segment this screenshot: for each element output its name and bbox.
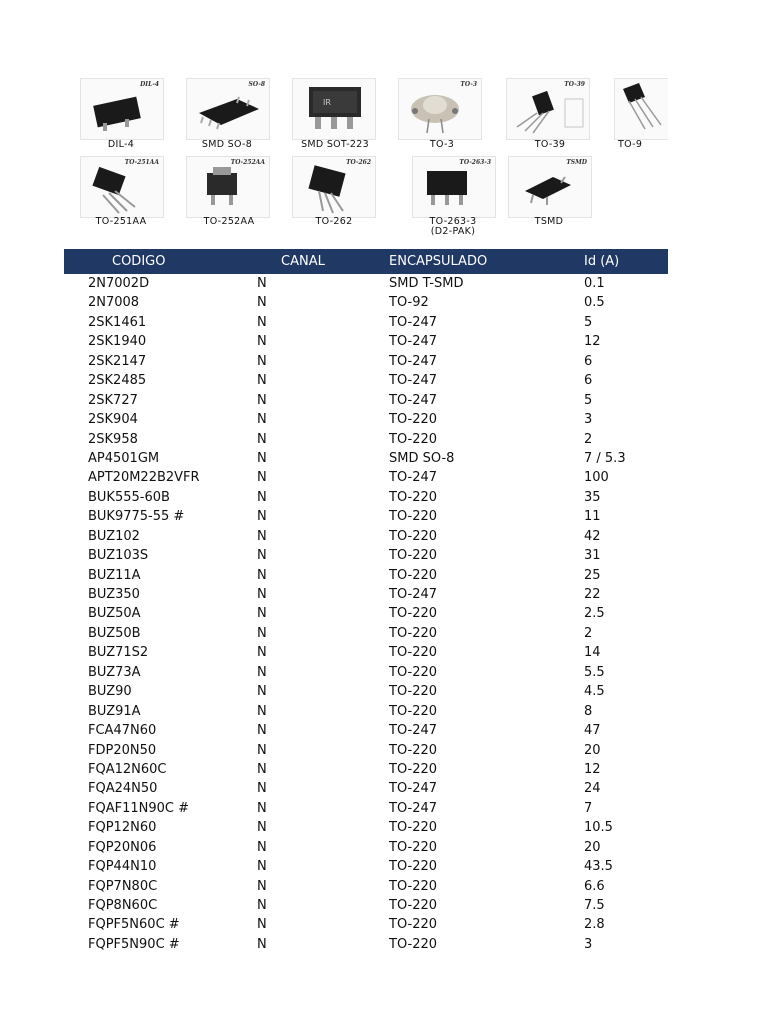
cell-id: 22 [584, 587, 601, 602]
cell-codigo: BUZ73A [88, 664, 141, 680]
table-row [0, 721, 768, 740]
cell-canal: N [257, 276, 267, 291]
table-row [0, 877, 768, 896]
header-codigo: CODIGO [112, 254, 166, 269]
table-row [0, 779, 768, 798]
cell-id: 10.5 [584, 820, 613, 836]
table-row [0, 838, 768, 857]
package-label-to263-sub: (D2-PAK) [430, 226, 476, 237]
package-tag: TO-3 [460, 81, 477, 88]
cell-codigo: FQAF11N90C # [88, 800, 189, 816]
package-tag: TO-252AA [230, 159, 265, 166]
cell-canal: N [257, 334, 267, 350]
cell-canal: N [257, 917, 267, 933]
package-images-strip [78, 76, 668, 241]
to263-package-icon [412, 156, 496, 218]
package-tag: DIL-4 [140, 81, 159, 88]
package-label-to251aa: TO-251AA [95, 216, 147, 227]
cell-id: 2 [584, 431, 593, 447]
cell-id: 24 [584, 781, 601, 797]
cell-canal: N [257, 548, 267, 564]
cell-encapsulado: SMD T-SMD [389, 276, 464, 291]
cell-canal: N [257, 606, 267, 622]
table-row [0, 293, 768, 312]
cell-canal: N [257, 528, 267, 544]
cell-id: 31 [584, 548, 601, 564]
cell-canal: N [257, 820, 267, 836]
table-row [0, 702, 768, 721]
cell-canal: N [257, 898, 267, 913]
cell-codigo: 2SK2147 [88, 353, 147, 369]
table-row [0, 449, 768, 468]
cell-id: 3 [584, 412, 593, 428]
cell-encapsulado: TO-220 [389, 742, 438, 758]
cell-encapsulado: TO-220 [389, 684, 438, 700]
cell-encapsulado: TO-220 [389, 567, 438, 583]
cell-id: 43.5 [584, 859, 613, 875]
cell-encapsulado: TO-247 [389, 723, 438, 739]
cell-canal: N [257, 839, 267, 855]
cell-id: 0.1 [584, 276, 605, 291]
package-tag: TSMD [566, 159, 587, 166]
table-row [0, 410, 768, 429]
cell-codigo: BUZ350 [88, 587, 140, 602]
package-label-to39: TO-39 [534, 139, 566, 150]
cell-canal: N [257, 936, 267, 952]
cell-codigo: 2N7008 [88, 295, 140, 311]
cell-codigo: 2SK2485 [88, 373, 147, 389]
table-row [0, 585, 768, 604]
cell-codigo: 2SK727 [88, 392, 138, 408]
cell-canal: N [257, 800, 267, 816]
cell-canal: N [257, 450, 267, 466]
cell-codigo: FQP8N60C [88, 898, 158, 913]
package-tag: TO-263-3 [459, 159, 491, 166]
table-row [0, 643, 768, 662]
package-label-so8: SMD SO-8 [201, 139, 253, 150]
cell-encapsulado: TO-220 [389, 664, 438, 680]
cell-canal: N [257, 664, 267, 680]
cell-canal: N [257, 392, 267, 408]
svg-text:IR: IR [323, 98, 331, 107]
package-label-tsmd: TSMD [534, 216, 564, 227]
cell-encapsulado: TO-220 [389, 489, 438, 505]
cell-id: 3 [584, 936, 593, 952]
header-encapsulado: ENCAPSULADO [389, 254, 488, 269]
cell-id: 12 [584, 761, 601, 777]
cell-canal: N [257, 314, 267, 330]
cell-encapsulado: TO-220 [389, 606, 438, 622]
cell-encapsulado: TO-220 [389, 917, 438, 933]
so8-package-icon [186, 78, 270, 140]
cell-id: 2.8 [584, 917, 605, 933]
cell-id: 8 [584, 703, 593, 719]
table-header [64, 249, 668, 274]
table-row [0, 391, 768, 410]
to262-package-icon [292, 156, 376, 218]
cell-canal: N [257, 373, 267, 389]
cell-canal: N [257, 431, 267, 447]
cell-id: 11 [584, 509, 601, 525]
cell-codigo: BUZ11A [88, 567, 141, 583]
cell-encapsulado: TO-220 [389, 625, 438, 641]
header-id: Id (A) [584, 254, 620, 269]
cell-encapsulado: TO-220 [389, 898, 438, 913]
to39-package-icon [506, 78, 590, 140]
cell-id: 2 [584, 625, 593, 641]
cell-canal: N [257, 489, 267, 505]
table-row [0, 604, 768, 623]
table-row [0, 915, 768, 934]
to251aa-package-icon [80, 156, 164, 218]
cell-codigo: BUZ103S [88, 548, 149, 564]
table-row [0, 546, 768, 565]
cell-canal: N [257, 742, 267, 758]
cell-id: 5.5 [584, 664, 605, 680]
table-row [0, 760, 768, 779]
package-label-sot223: SMD SOT-223 [301, 139, 369, 150]
cell-encapsulado: TO-220 [389, 820, 438, 836]
cell-encapsulado: TO-247 [389, 587, 438, 602]
package-label-dil4: DIL-4 [107, 139, 135, 150]
cell-id: 7 / 5.3 [584, 450, 626, 466]
cell-canal: N [257, 567, 267, 583]
cell-id: 2.5 [584, 606, 605, 622]
cell-canal: N [257, 353, 267, 369]
cell-id: 12 [584, 334, 601, 350]
cell-id: 20 [584, 742, 601, 758]
cell-id: 6 [584, 373, 593, 389]
cell-encapsulado: TO-247 [389, 314, 438, 330]
package-label-to263: TO-263-3 [429, 216, 477, 227]
table-row [0, 488, 768, 507]
cell-encapsulado: TO-220 [389, 859, 438, 875]
cell-canal: N [257, 703, 267, 719]
cell-codigo: 2SK1461 [88, 314, 147, 330]
cell-codigo: BUZ50A [88, 606, 141, 622]
cell-id: 4.5 [584, 684, 605, 700]
cell-canal: N [257, 645, 267, 661]
table-row [0, 682, 768, 701]
table-row [0, 332, 768, 351]
cell-encapsulado: TO-247 [389, 373, 438, 389]
package-label-to252aa: TO-252AA [203, 216, 255, 227]
cell-encapsulado: TO-220 [389, 645, 438, 661]
cell-encapsulado: TO-247 [389, 781, 438, 797]
package-tag: TO-251AA [124, 159, 159, 166]
cell-id: 42 [584, 528, 601, 544]
package-label-to262: TO-262 [315, 216, 353, 227]
cell-id: 47 [584, 723, 601, 739]
cell-canal: N [257, 878, 267, 894]
cell-encapsulado: SMD SO-8 [389, 450, 455, 466]
package-tag: TO-39 [564, 81, 585, 88]
cell-canal: N [257, 761, 267, 777]
table-row [0, 468, 768, 487]
dil4-package-icon [80, 78, 164, 140]
cell-encapsulado: TO-220 [389, 509, 438, 525]
to252aa-package-icon [186, 156, 270, 218]
cell-canal: N [257, 684, 267, 700]
to3-package-icon [398, 78, 482, 140]
cell-id: 100 [584, 470, 609, 486]
cell-id: 0.5 [584, 295, 605, 311]
cell-codigo: 2SK1940 [88, 334, 147, 350]
cell-codigo: BUK555-60B [88, 489, 170, 505]
cell-canal: N [257, 412, 267, 428]
cell-codigo: BUZ91A [88, 703, 141, 719]
package-tag: TO-262 [346, 159, 371, 166]
cell-canal: N [257, 625, 267, 641]
table-row [0, 566, 768, 585]
sot223-package-icon [292, 78, 376, 140]
cell-encapsulado: TO-220 [389, 548, 438, 564]
cell-id: 6 [584, 353, 593, 369]
cell-codigo: BUK9775-55 # [88, 509, 185, 525]
cell-codigo: 2SK958 [88, 431, 138, 447]
table-row [0, 624, 768, 643]
cell-encapsulado: TO-220 [389, 936, 438, 952]
cell-codigo: FQA12N60C [88, 761, 167, 777]
cell-codigo: FDP20N50 [88, 742, 157, 758]
cell-canal: N [257, 470, 267, 486]
cell-id: 20 [584, 839, 601, 855]
cell-canal: N [257, 295, 267, 311]
cell-encapsulado: TO-247 [389, 470, 438, 486]
table-body [0, 274, 768, 954]
table-row [0, 527, 768, 546]
cell-codigo: FQP7N80C [88, 878, 158, 894]
cell-encapsulado: TO-220 [389, 878, 438, 894]
cell-encapsulado: TO-247 [389, 392, 438, 408]
cell-codigo: BUZ90 [88, 684, 132, 700]
cell-id: 35 [584, 489, 601, 505]
cell-id: 7 [584, 800, 593, 816]
table-row [0, 896, 768, 915]
package-label-to3: TO-3 [429, 139, 455, 150]
package-tag: SO-8 [248, 81, 265, 88]
cell-codigo: BUZ50B [88, 625, 141, 641]
cell-id: 7.5 [584, 898, 605, 913]
tsmd-package-icon [508, 156, 592, 218]
cell-encapsulado: TO-220 [389, 528, 438, 544]
table-row [0, 818, 768, 837]
cell-canal: N [257, 723, 267, 739]
cell-codigo: APT20M22B2VFR [88, 470, 200, 486]
cell-encapsulado: TO-220 [389, 839, 438, 855]
cell-id: 25 [584, 567, 601, 583]
cell-codigo: FQP20N06 [88, 839, 157, 855]
table-row [0, 352, 768, 371]
table-row [0, 857, 768, 876]
cell-id: 5 [584, 392, 593, 408]
table-row [0, 371, 768, 390]
cell-encapsulado: TO-247 [389, 800, 438, 816]
cell-canal: N [257, 781, 267, 797]
cell-codigo: 2SK904 [88, 412, 138, 428]
table-row [0, 663, 768, 682]
cell-codigo: FQP44N10 [88, 859, 157, 875]
table-row [0, 274, 768, 293]
cell-canal: N [257, 859, 267, 875]
cell-encapsulado: TO-92 [389, 295, 429, 311]
table-row [0, 430, 768, 449]
cell-encapsulado: TO-220 [389, 703, 438, 719]
cell-codigo: FQA24N50 [88, 781, 158, 797]
cell-canal: N [257, 587, 267, 602]
package-label-to92: TO-9 [618, 139, 643, 150]
cell-id: 6.6 [584, 878, 605, 894]
table-row [0, 935, 768, 954]
cell-encapsulado: TO-220 [389, 412, 438, 428]
cell-canal: N [257, 509, 267, 525]
cell-encapsulado: TO-247 [389, 334, 438, 350]
header-canal: CANAL [281, 254, 325, 269]
cell-codigo: FQPF5N60C # [88, 917, 180, 933]
table-row [0, 799, 768, 818]
cell-codigo: FQP12N60 [88, 820, 157, 836]
cell-codigo: BUZ71S2 [88, 645, 149, 661]
cell-id: 14 [584, 645, 601, 661]
cell-codigo: BUZ102 [88, 528, 140, 544]
cell-encapsulado: TO-220 [389, 431, 438, 447]
to92-package-icon [614, 78, 668, 140]
cell-codigo: 2N7002D [88, 276, 150, 291]
cell-codigo: FCA47N60 [88, 723, 157, 739]
cell-codigo: FQPF5N90C # [88, 936, 180, 952]
cell-encapsulado: TO-247 [389, 353, 438, 369]
cell-encapsulado: TO-220 [389, 761, 438, 777]
table-row [0, 507, 768, 526]
cell-codigo: AP4501GM [88, 450, 160, 466]
table-row [0, 741, 768, 760]
cell-id: 5 [584, 314, 593, 330]
table-row [0, 313, 768, 332]
